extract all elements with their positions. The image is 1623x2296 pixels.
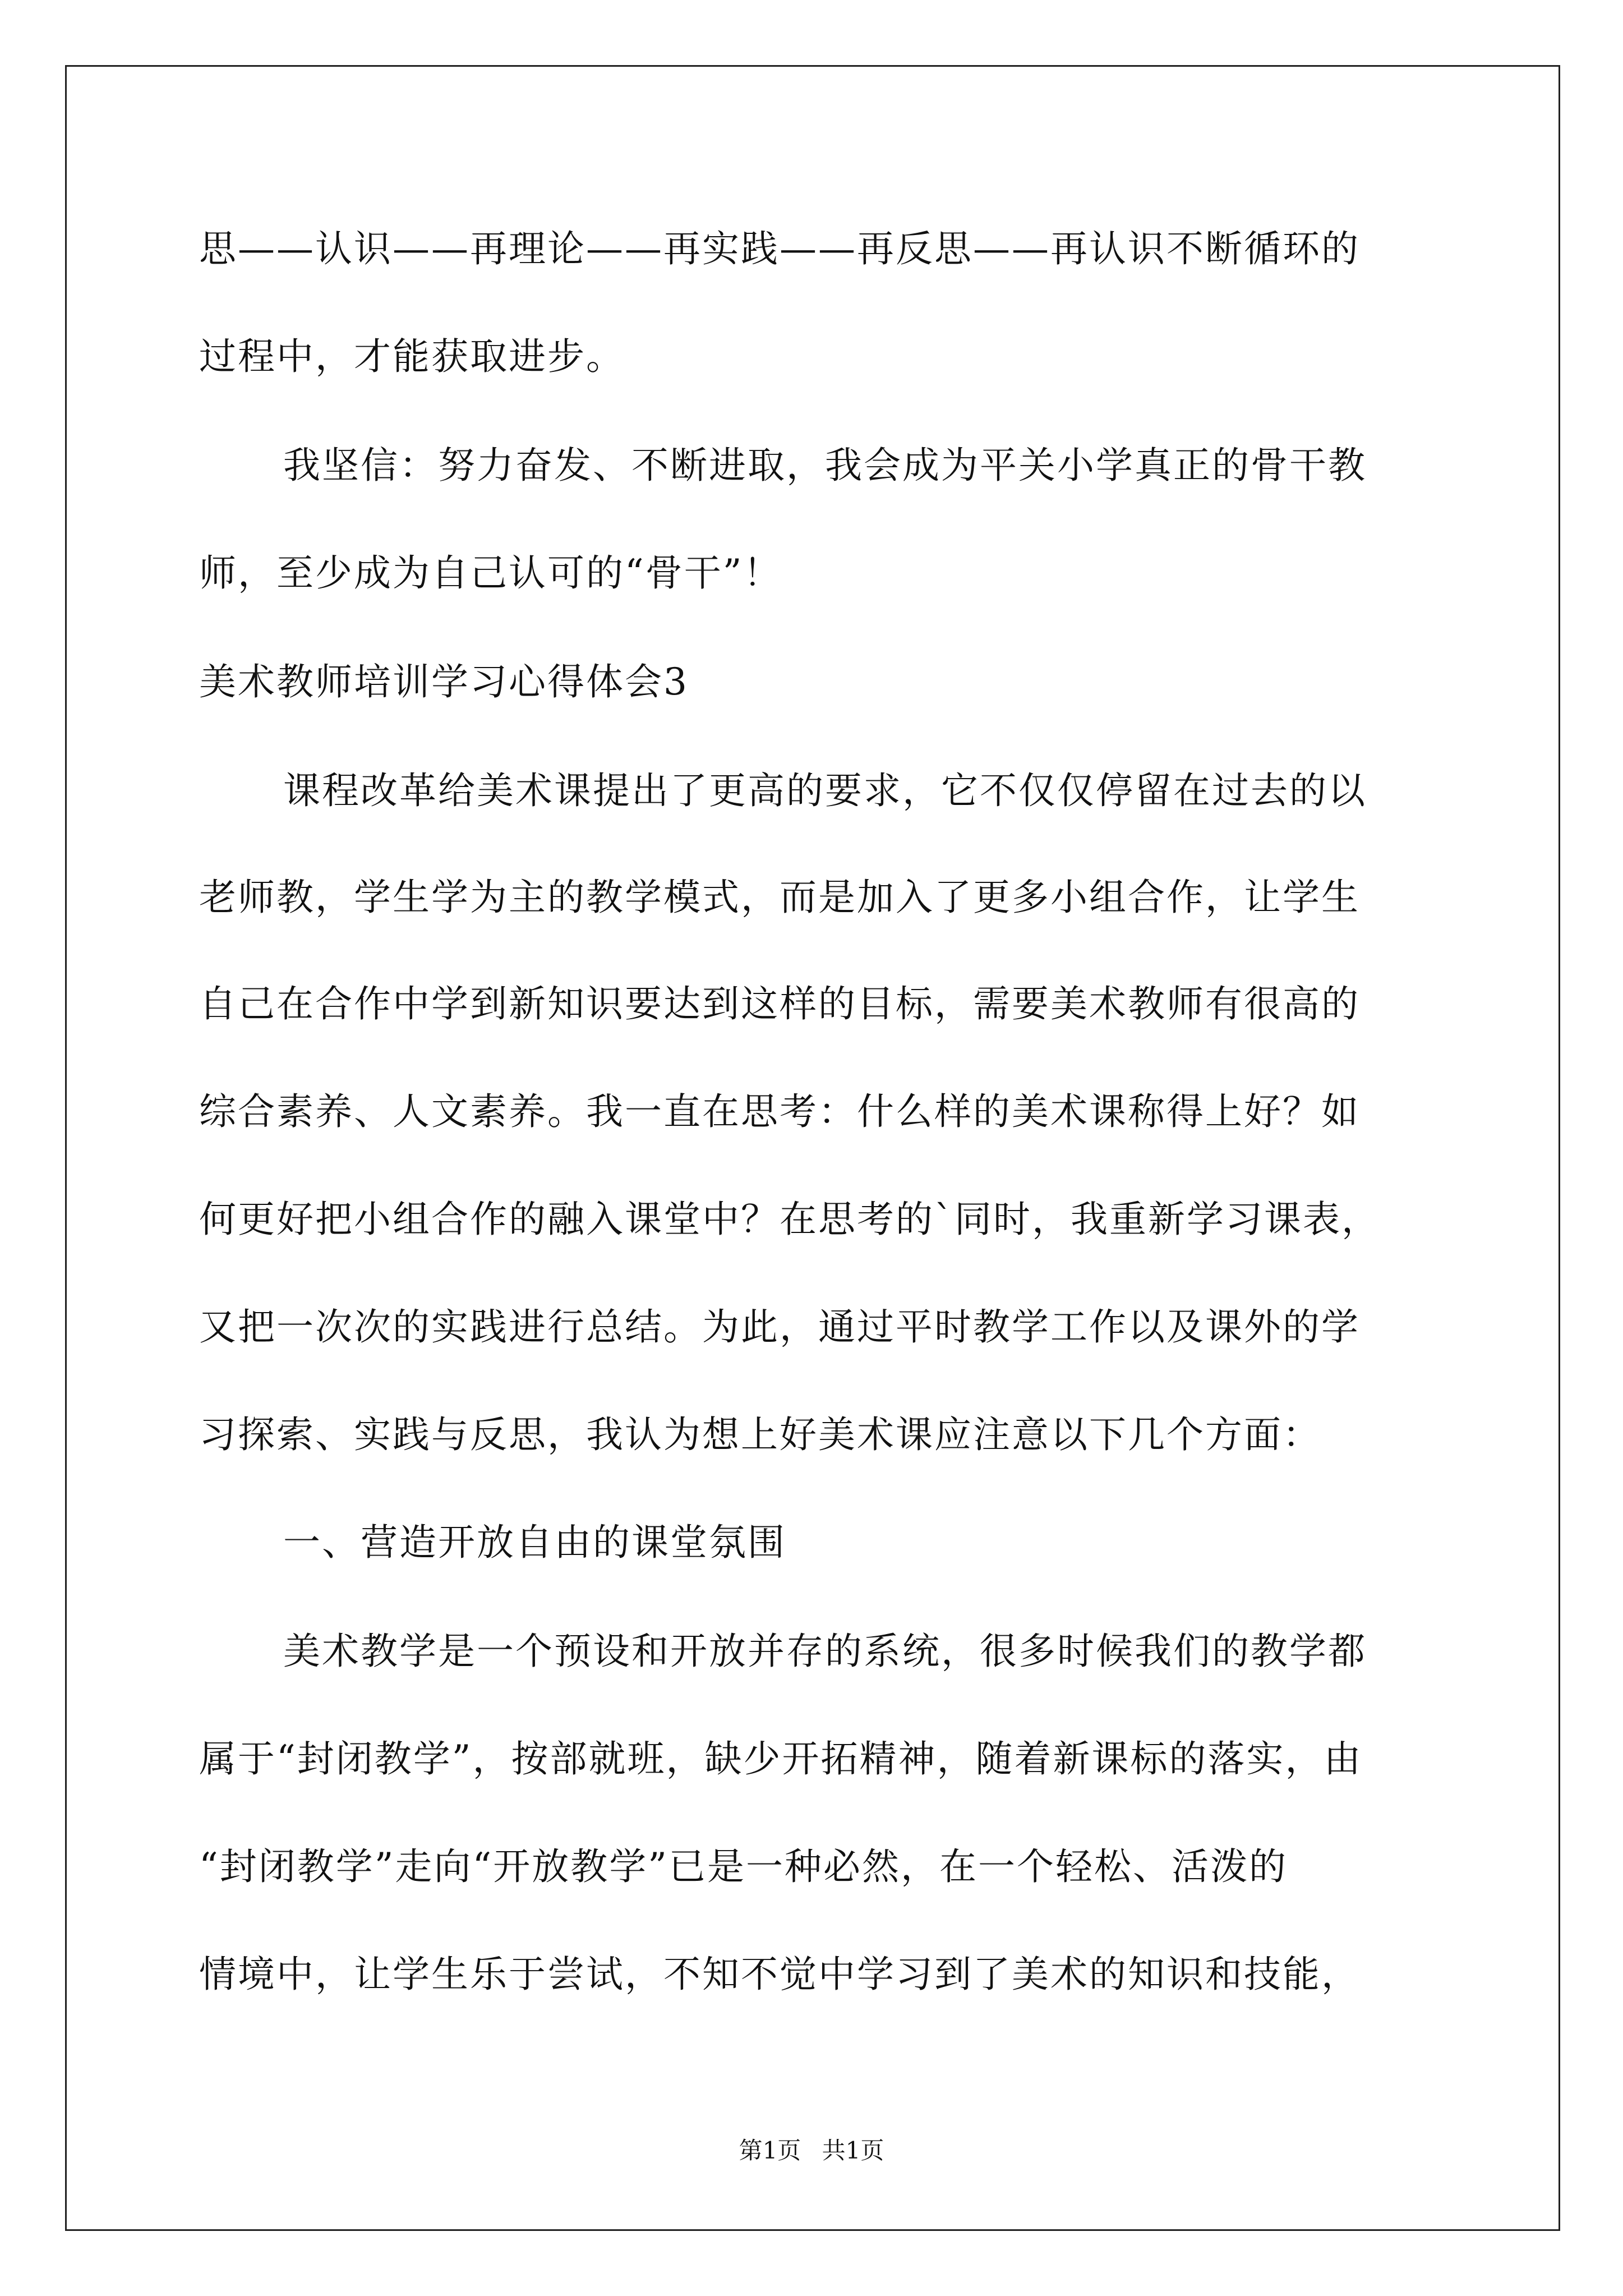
text-line: 情境中，让学生乐于尝试，不知不觉中学习到了美术的知识和技能，: [199, 1953, 1360, 1996]
page-border: [65, 65, 1560, 2231]
text-line: 老师教，学生学为主的教学模式，而是加入了更多小组合作，让学生: [199, 876, 1360, 919]
text-line: 师，至少成为自己认可的“骨干”！: [199, 551, 782, 595]
text-line: 美术教学是一个预设和开放并存的系统，很多时候我们的教学都: [283, 1630, 1367, 1673]
text-line: 自己在合作中学到新知识要达到这样的目标，需要美术教师有很高的: [199, 982, 1360, 1025]
text-line: 综合素养、人文素养。我一直在思考：什么样的美术课称得上好？如: [199, 1090, 1360, 1133]
text-line: 又把一次次的实践进行总结。为此，通过平时教学工作以及课外的学: [199, 1305, 1360, 1349]
text-line: 过程中，才能获取进步。: [199, 335, 625, 378]
text-line: 课程改革给美术课提出了更高的要求，它不仅仅停留在过去的以: [283, 769, 1367, 812]
text-line: “封闭教学”走向“开放教学”已是一种必然，在一个轻松、活泼的: [199, 1845, 1288, 1888]
text-line: 何更好把小组合作的融入课堂中？在思考的`同时，我重新学习课表，: [199, 1198, 1380, 1241]
page-footer: [0, 2137, 1623, 2165]
text-line: 思——认识——再理论——再实践——再反思——再认识不断循环的: [199, 227, 1360, 270]
section-heading: 美术教师培训学习心得体会3: [199, 660, 689, 703]
text-line: 属于“封闭教学”，按部就班，缺少开拓精神，随着新课标的落实，由: [199, 1737, 1363, 1780]
page-number: 第1页: [739, 2137, 801, 2164]
text-line: 我坚信：努力奋发、不断进取，我会成为平关小学真正的骨干教: [283, 444, 1367, 487]
text-line: 习探索、实践与反思，我认为想上好美术课应注意以下几个方面：: [199, 1413, 1321, 1456]
subheading: 一、营造开放自由的课堂氛围: [283, 1521, 786, 1564]
page-total: 共1页: [822, 2137, 884, 2164]
